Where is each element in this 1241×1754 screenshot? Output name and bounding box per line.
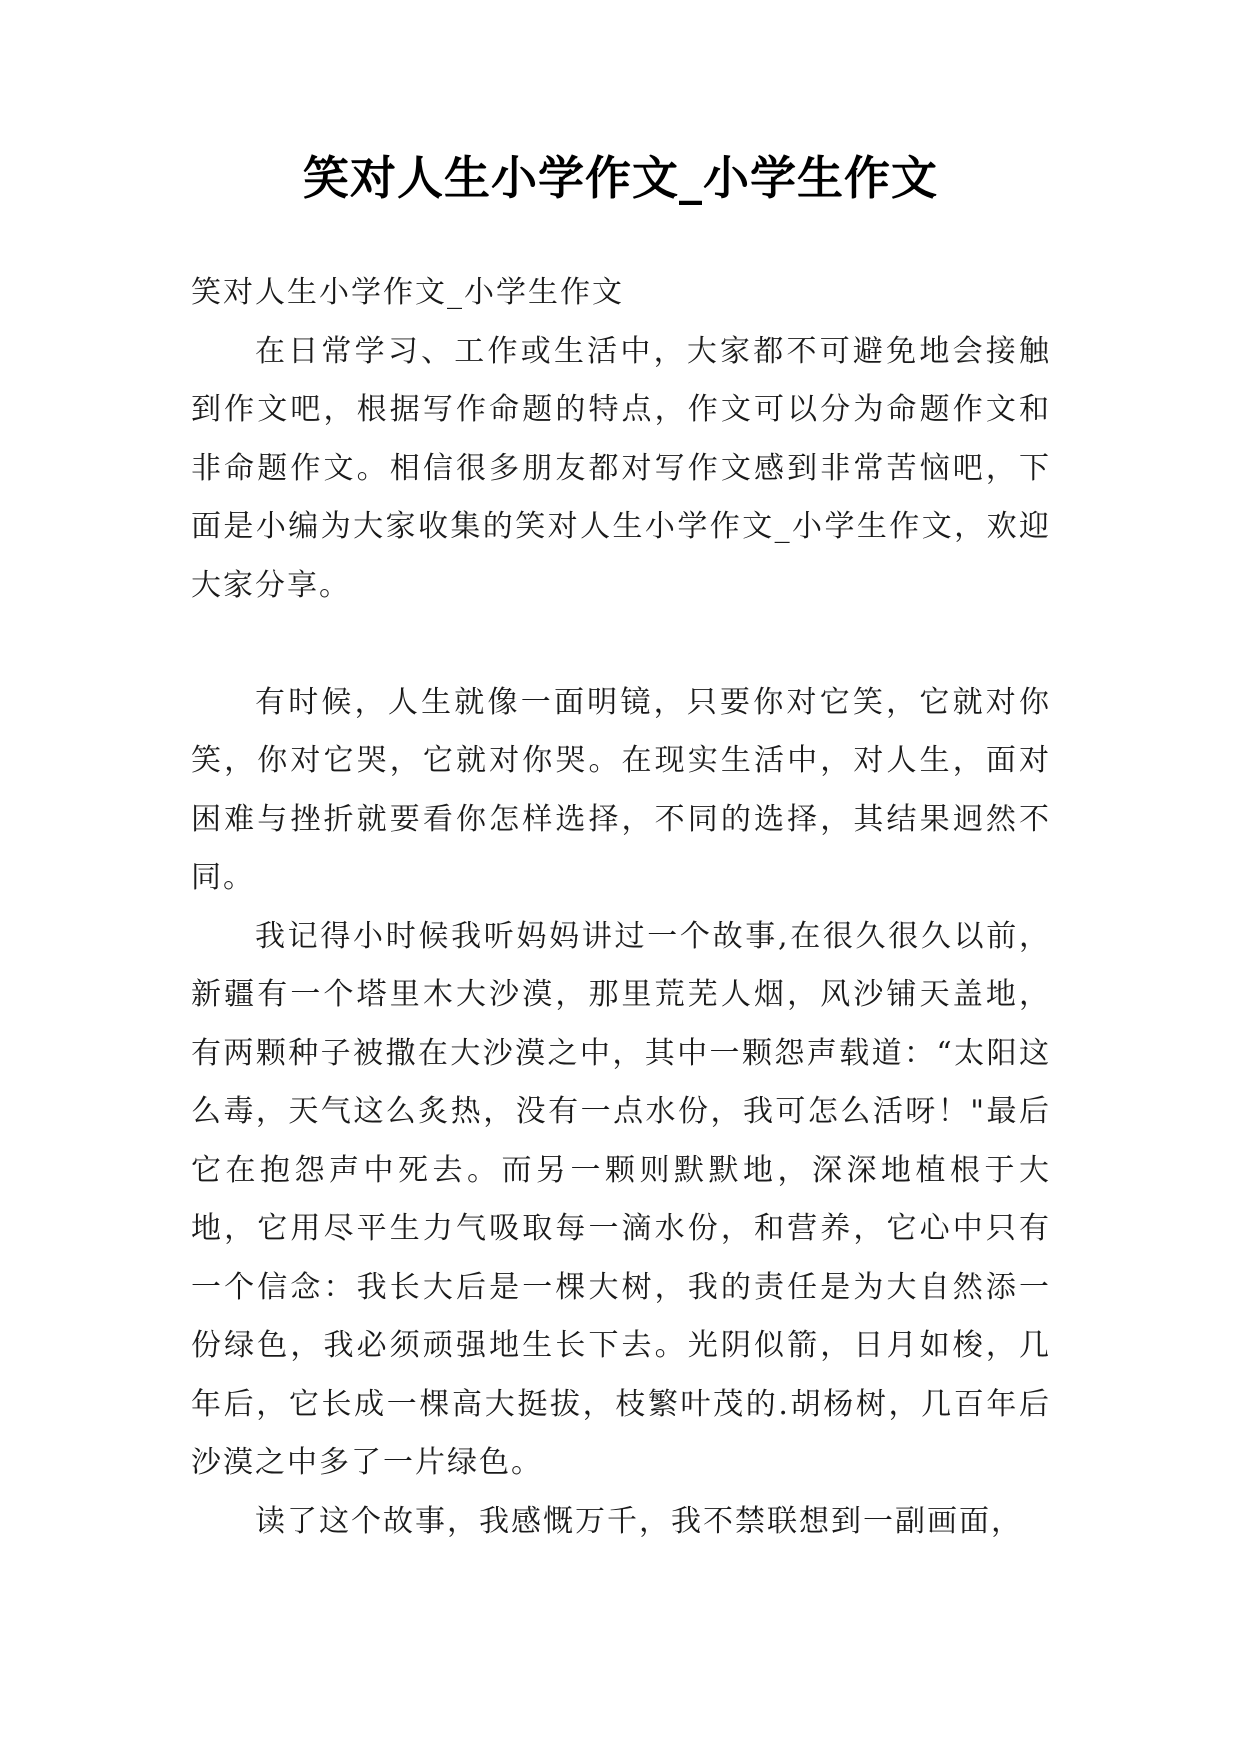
- paragraph-mirror: 有时候，人生就像一面明镜，只要你对它笑，它就对你笑，你对它哭，它就对你哭。在现实生活中，对人生，面对困难与挫折就要看你怎样选择，不同的选择，其结果迥然不同。: [191, 684, 1051, 895]
- paragraph-intro: 在日常学习、工作或生活中，大家都不可避免地会接触到作文吧，根据写作命题的特点，作文可以分为命题作文和非命题作文。相信很多朋友都对写作文感到非常苦恼吧，下面是小编为大家收集的笑对人生小学作文_小学生作文，欢迎大家分享。: [191, 333, 1051, 603]
- paragraph-gap: [191, 615, 1051, 674]
- paragraph-story: 我记得小时候我听妈妈讲过一个故事,在很久很久以前，新疆有一个塔里木大沙漠，那里荒芜人烟，风沙铺天盖地，有两颗种子被撒在大沙漠之中，其中一颗怨声载道：“太阳这么毒，天气这么炙热，没有一点水份，我可怎么活呀！"最后它在抱怨声中死去。而另一颗则默默地，深深地植根于大地，它用尽平生力气吸取每一滴水份，和营养，它心中只有一个信念：我长大后是一棵大树，我的责任是为大自然添一份绿色，我必须顽强地生长下去。光阴似箭，日月如梭，几年后，它长成一棵高大挺拔，枝繁叶茂的.胡杨树，几百年后沙漠之中多了一片绿色。: [191, 918, 1051, 1480]
- paragraph-reflection: 读了这个故事，我感慨万千，我不禁联想到一副画面，: [255, 1503, 1023, 1539]
- document-subtitle: 笑对人生小学作文_小学生作文: [191, 275, 624, 310]
- document-body: [191, 264, 1051, 1551]
- document-title: 笑对人生小学作文_小学生作文: [303, 151, 938, 205]
